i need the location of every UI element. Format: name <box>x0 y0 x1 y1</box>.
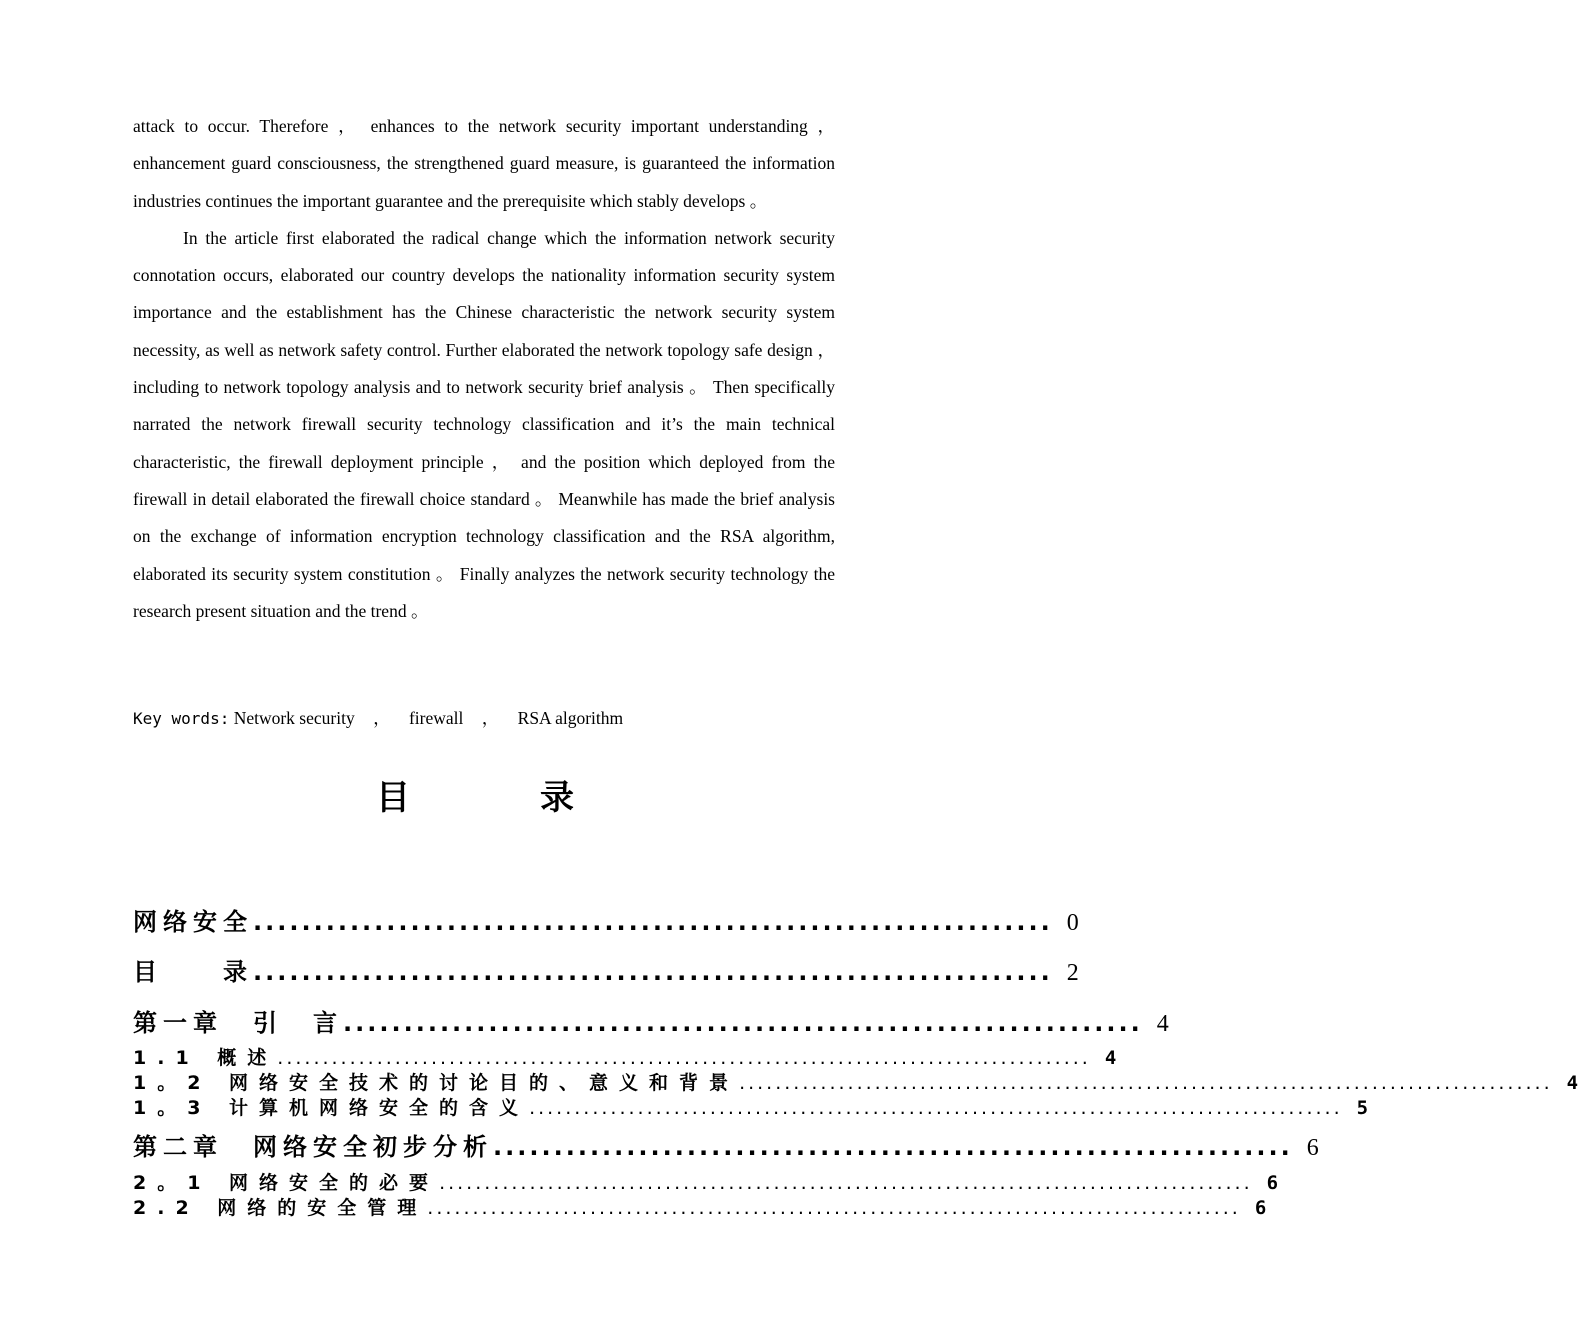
toc-entry[interactable] <box>133 1043 1117 1070</box>
toc-leader: .................................................................. <box>253 958 1053 986</box>
toc-entry-label: 2.2 网络的安全管理 <box>133 1197 428 1219</box>
keywords-line <box>133 703 623 734</box>
toc-leader: .......................................................................................... <box>439 1172 1253 1194</box>
keyword-2: firewall <box>408 708 464 728</box>
toc-entry[interactable] <box>133 902 1079 937</box>
keyword-1: Network security <box>233 708 355 728</box>
toc-entry[interactable] <box>133 1003 1169 1038</box>
toc-entry[interactable] <box>133 1127 1319 1162</box>
toc-leader: .................................................................. <box>343 1009 1143 1037</box>
toc-entry-page: 5 <box>1356 1097 1369 1119</box>
toc-entry-page: 4 <box>1156 1011 1169 1037</box>
toc-entry-label: 1。3 计算机网络安全的含义 <box>133 1097 530 1119</box>
toc-leader: .................................................................. <box>253 908 1053 936</box>
toc-leader: .......................................................................................... <box>427 1197 1241 1219</box>
toc-entry-page: 6 <box>1306 1135 1319 1161</box>
toc-entry-label: 2。1 网络安全的必要 <box>133 1172 440 1194</box>
toc-leader: .......................................................................................... <box>277 1047 1091 1069</box>
toc-entry-page: 4 <box>1104 1047 1117 1069</box>
toc-entry[interactable] <box>133 1168 1279 1195</box>
keyword-separator-2: ， <box>481 708 500 728</box>
toc-entry-label: 网络安全 <box>133 908 253 936</box>
toc-entry-page: 2 <box>1066 960 1079 986</box>
toc-entry[interactable] <box>133 1193 1267 1220</box>
toc-entry[interactable] <box>133 952 1079 987</box>
abstract-paragraph-2: In the article first elaborated the radical change which the information network security connotation occurs, elaborated our country develops the nationality information security system importance and the establishment has the Chinese characteristic the network security system necessity, as well as network safety control. Further elaborated the network topology safe design ， including to network topology analysis and to network security brief analysis 。 Then specifically narrated the network firewall security technology classification and it’s the main technical characteristic, the firewall deployment principle ， and the position which deployed from the firewall in detail elaborated the firewall choice standard 。 Meanwhile has made the brief analysis on the exchange of information encryption technology classification and the RSA algorithm, elaborated its security system constitution 。 Finally analyzes the network security technology the research present situation and the trend 。 <box>133 227 835 621</box>
toc-entry-label: 目 录 <box>133 958 253 986</box>
toc-entry[interactable] <box>133 1068 1578 1095</box>
toc-entry-page: 6 <box>1266 1172 1279 1194</box>
toc-entry[interactable] <box>133 1093 1369 1120</box>
abstract-body <box>133 108 835 630</box>
toc-entry-label: 1。2 网络安全技术的讨论目的、意义和背景 <box>133 1072 740 1094</box>
toc-leader: .......................................................................................... <box>529 1097 1343 1119</box>
keyword-separator-1: ， <box>373 708 391 728</box>
toc-entry-page: 0 <box>1066 910 1079 936</box>
toc-entry-label: 第二章 网络安全初步分析 <box>133 1133 493 1161</box>
toc-entry-page: 4 <box>1566 1072 1578 1094</box>
toc-entry-page: 6 <box>1254 1197 1267 1219</box>
toc-entry-label: 1.1 概述 <box>133 1047 278 1069</box>
toc-leader: .......................................................................................... <box>739 1072 1553 1094</box>
toc-entry-label: 第一章 引 言 <box>133 1009 343 1037</box>
keyword-3: RSA algorithm <box>517 708 624 728</box>
abstract-paragraph-1: attack to occur. Therefore ， enhances to the network security important understanding ， enhancement guard consciousness, the strengthened guard measure, is guaranteed the information industries continues the important guarantee and the prerequisite which stably develops 。 <box>133 116 835 211</box>
toc-title: 目录 <box>376 778 704 818</box>
toc-leader: .................................................................. <box>493 1133 1293 1161</box>
keywords-label: Key words: <box>133 709 230 728</box>
